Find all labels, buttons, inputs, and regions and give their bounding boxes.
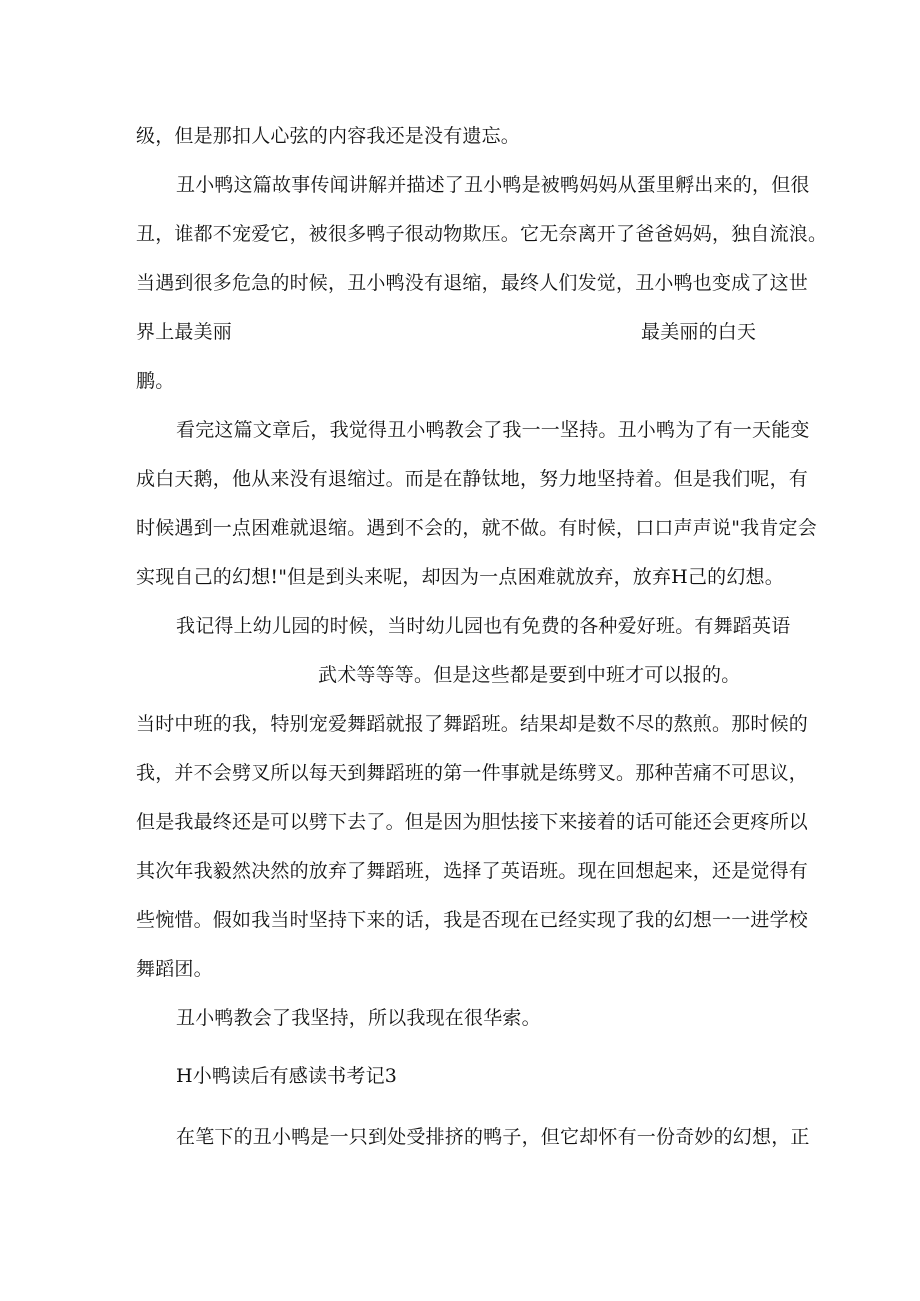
text-line: 最美丽的白天 (641, 321, 757, 343)
text-line: 当时中班的我，特别宠爱舞蹈就报了舞蹈班。结果却是数不尽的熬煎。那时候的 (136, 713, 809, 735)
text-line: 其次年我毅然决然的放弃了舞蹈班，选择了英语班。现在回想起来，还是觉得有 (136, 860, 809, 882)
text-line: 我记得上幼儿园的时候，当时幼儿园也有免费的各种爱好班。有舞蹈英语 (176, 615, 791, 637)
section-heading: H小鸭读后有感读书考记3 (176, 1065, 398, 1087)
text-line: 丑，谁都不宠爱它，被很多鸭子很动物欺压。它无奈离开了爸爸妈妈，独自流浪。 (136, 223, 828, 245)
text-line: 成白天鹅，他从来没有退缩过。而是在静钛地，努力地坚持着。但是我们呢，有 (136, 468, 809, 490)
text-line: 时候遇到一点困难就退缩。遇到不会的，就不做。有时候，口口声声说"我肯定会 (136, 517, 817, 539)
text-line: 当遇到很多危急的时候，丑小鸭没有退缩，最终人们发觉，丑小鸭也变成了这世 (136, 272, 809, 294)
text-line: 界上最美丽 (136, 321, 233, 343)
text-line: 些惋惜。假如我当时坚持下来的话，我是否现在已经实现了我的幻想一一进学校 (136, 909, 809, 931)
text-line: 但是我最终还是可以劈下去了。但是因为胆怯接下来接着的话可能还会更疼所以 (136, 811, 809, 833)
text-line: 看完这篇文章后，我觉得丑小鸭教会了我一一坚持。丑小鸭为了有一天能变 (176, 419, 810, 441)
text-line: 丑小鸭这篇故事传闻讲解并描述了丑小鸭是被鸭妈妈从蛋里孵出来的，但很 (176, 174, 810, 196)
text-line: 我，并不会劈叉所以每天到舞蹈班的第一件事就是练劈叉。那种苦痛不可思议， (136, 762, 809, 784)
text-line: 武术等等等。但是这些都是要到中班才可以报的。 (318, 664, 741, 686)
text-line: 实现自己的幻想!"但是到头来呢，却因为一点困难就放弃，放弃H己的幻想。 (136, 566, 784, 588)
text-line: 舞蹈团。 (136, 958, 213, 980)
text-line: 级，但是那扣人心弦的内容我还是没有遗忘。 (136, 125, 521, 147)
text-line: 鹏。 (136, 370, 175, 392)
text-line: 丑小鸭教会了我坚持，所以我现在很华索。 (176, 1007, 541, 1029)
text-line: 在笔下的丑小鸭是一只到处受排挤的鸭子，但它却怀有一份奇妙的幻想，正 (176, 1126, 810, 1148)
